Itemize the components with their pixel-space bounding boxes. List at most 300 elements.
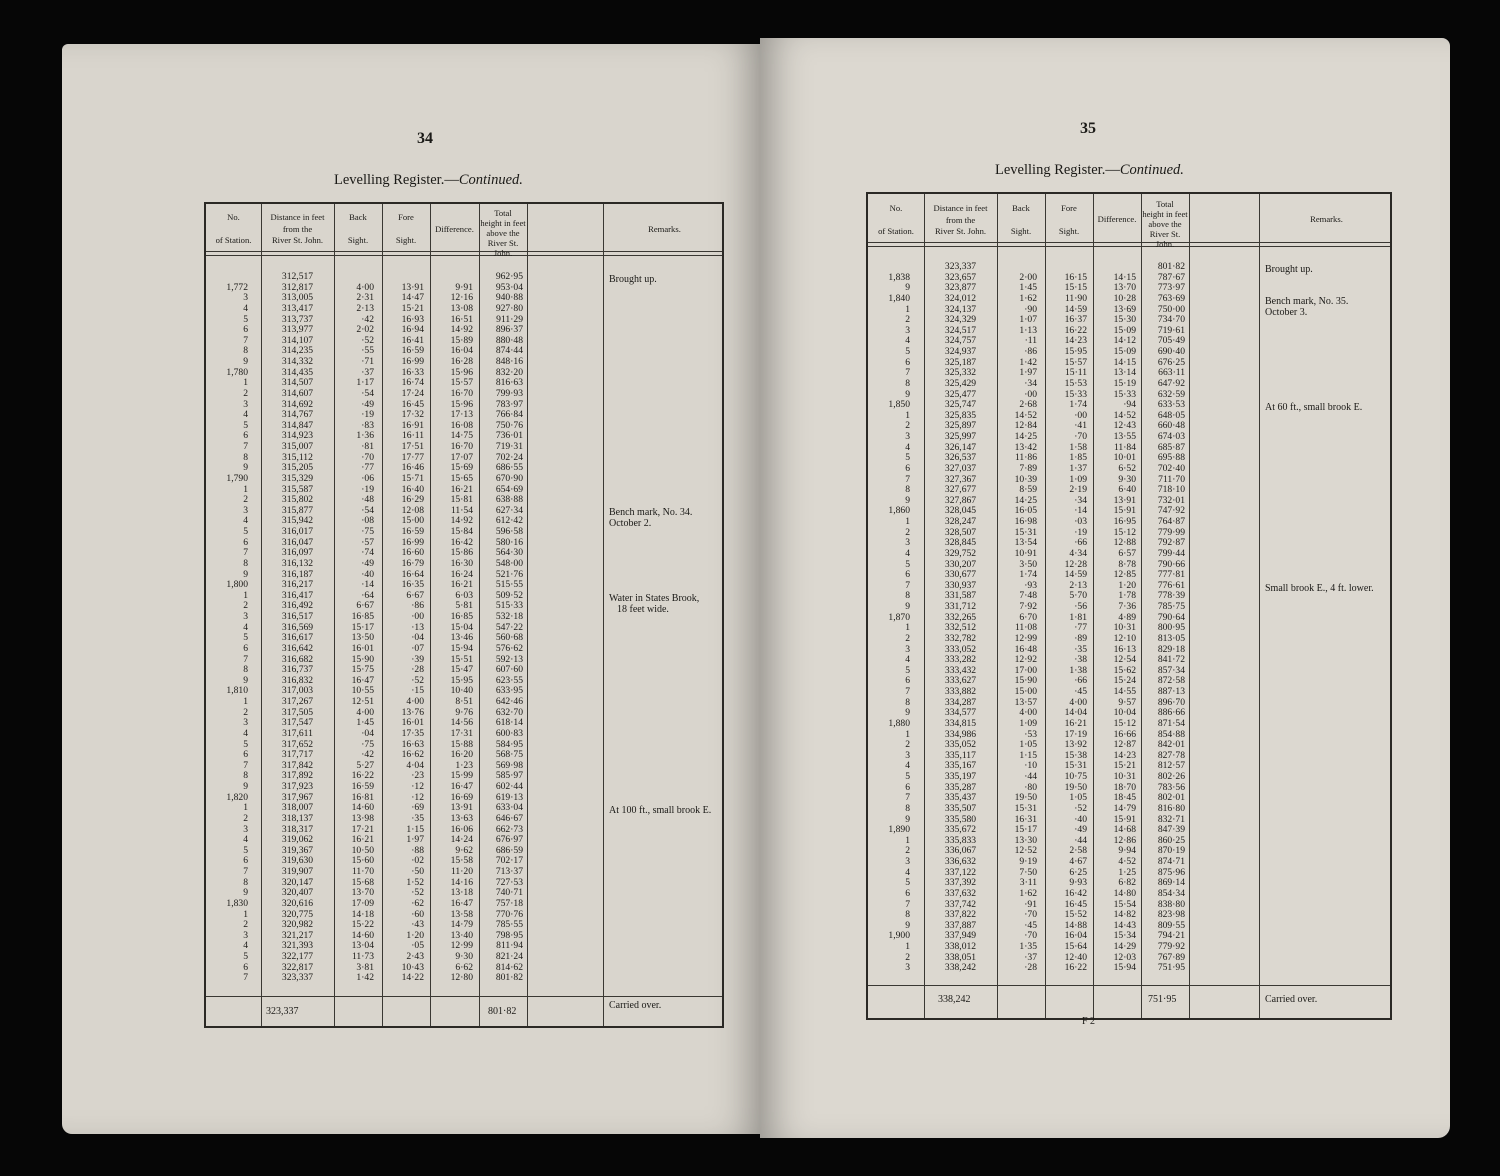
cell-difference: 15·69 [450,462,473,474]
cell-total: 560·68 [495,632,523,644]
cell-difference: 1·78 [1118,590,1136,602]
cell-total: 670·90 [495,472,523,484]
cell-distance: 322,177 [281,951,314,962]
cell-difference: 17·31 [450,727,473,739]
header-difference: Difference. [1097,214,1137,224]
cell-distance: 335,672 [944,824,977,836]
cell-distance: 330,677 [944,569,977,581]
cell-total: 841·72 [1157,654,1185,666]
cell-back: ·45 [1024,919,1037,931]
cell-total: 602·44 [495,781,523,792]
cell-distance: 316,737 [281,664,314,676]
back-sight-column [334,272,374,984]
cell-back: 13·70 [351,887,374,899]
cell-distance: 334,986 [944,728,977,740]
cell-distance: 312,817 [281,281,314,293]
cell-station: 3 [905,856,910,867]
cell-distance: 331,587 [944,590,977,602]
cell-total: 676·25 [1157,356,1185,368]
cell-total: 763·69 [1157,292,1185,304]
cell-station: 9 [905,282,910,294]
cell-back: 1·15 [1019,749,1037,761]
cell-station: 5 [243,526,248,537]
cell-fore: ·70 [1074,431,1087,442]
cell-back: ·52 [361,334,374,346]
cell-back: 16·98 [1014,516,1037,527]
cell-fore: ·34 [1074,494,1087,506]
cell-back: 1·05 [1019,739,1037,751]
cell-distance: 315,877 [281,504,314,516]
header-total-height: Total height in feet above the River St. John. [1142,199,1188,249]
cell-station: 6 [243,430,248,442]
cell-difference: 15·94 [450,642,473,654]
cell-total: 592·13 [495,653,523,665]
cell-difference: 14·80 [1113,887,1136,899]
cell-total: 702·17 [495,855,523,867]
cell-fore: ·52 [411,887,424,899]
cell-distance: 323,877 [944,282,977,294]
cell-station: 6 [905,462,910,474]
cell-total: 870·19 [1157,845,1185,857]
cell-distance: 314,332 [281,356,314,367]
cell-station: 7 [905,473,910,485]
cell-station: 7 [243,334,248,346]
cell-fore: 15·33 [1064,388,1087,400]
cell-back: ·37 [1024,951,1037,963]
cell-back: ·10 [1024,760,1037,772]
cell-difference: 14·55 [1113,686,1136,697]
cell-total: 799·93 [495,387,523,399]
cell-total: 785·55 [495,919,523,931]
cell-difference: 13·46 [450,632,473,644]
cell-fore: 6·25 [1069,866,1087,878]
cell-total: 766·84 [495,409,523,421]
cell-station: 1,890 [888,824,910,836]
cell-fore: 15·71 [401,472,424,484]
cell-station: 6 [905,887,910,899]
cell-distance: 324,517 [944,324,977,336]
cell-fore: ·28 [411,664,424,676]
cell-fore: 16·46 [401,462,424,474]
cell-station: 9 [243,674,248,686]
cell-station: 8 [905,802,910,814]
header-station: No. of Station. [215,212,252,245]
cell-fore: 16·41 [401,334,424,346]
cell-station: 1 [243,802,248,814]
footer-remark: Carried over. [1265,994,1318,1005]
cell-distance: 337,742 [944,898,977,910]
cell-fore: 15·52 [1064,909,1087,921]
cell-fore: 16·04 [1064,930,1087,942]
cell-difference: 13·69 [1113,303,1136,315]
cell-station: 3 [243,929,248,941]
cell-difference: 13·91 [450,802,473,814]
cell-back: 11·08 [1014,622,1037,634]
cell-distance: 333,882 [944,686,977,697]
cell-fore: ·60 [411,908,424,920]
cell-fore: 4·04 [406,759,424,771]
cell-difference: 11·20 [450,866,473,877]
cell-station: 1,838 [888,271,910,283]
cell-difference: 16·21 [450,483,473,495]
cell-fore: ·43 [411,919,424,931]
cell-distance: 314,435 [281,366,314,378]
cell-station: 9 [905,388,910,400]
cell-back: ·75 [361,526,374,537]
cell-distance: 324,137 [944,303,977,315]
cell-distance: 314,235 [281,345,314,357]
cell-total: 790·66 [1157,558,1185,570]
cell-back: 10·50 [351,844,374,856]
cell-difference: 14·79 [450,919,473,931]
cell-distance: 314,692 [281,398,314,410]
cell-difference: 16·30 [450,557,473,569]
cell-difference: 13·18 [450,887,473,899]
cell-station: 8 [905,909,910,921]
cell-difference: 13·08 [450,302,473,314]
cell-fore: 16·91 [401,419,424,431]
cell-total: 654·69 [495,483,523,495]
cell-distance: 330,207 [944,558,977,570]
cell-distance: 316,617 [281,632,314,644]
cell-distance: 323,657 [944,271,977,283]
cell-distance: 335,437 [944,792,977,804]
cell-distance: 315,112 [282,451,313,463]
cell-fore: 1·58 [1069,441,1087,453]
cell-fore: ·05 [411,940,424,952]
cell-difference: 13·14 [1113,367,1136,379]
cell-station: 1,870 [888,611,910,623]
cell-difference: 10·28 [1113,292,1136,304]
cell-difference: 11·84 [1113,441,1136,453]
cell-station: 9 [243,781,248,792]
cell-total: 713·37 [495,866,523,877]
cell-total: 896·37 [495,324,523,336]
cell-back: ·28 [1024,962,1037,974]
cell-total: 568·75 [495,749,523,761]
cell-total: 764·87 [1157,516,1185,527]
cell-fore: ·66 [1074,537,1087,549]
cell-total: 702·40 [1157,462,1185,474]
cell-total: 676·97 [495,834,523,846]
cell-back: ·04 [361,727,374,739]
cell-station: 3 [905,643,910,655]
cell-fore: ·69 [411,802,424,814]
cell-fore: 1·20 [406,929,424,941]
cell-distance: 316,017 [281,526,314,537]
cell-back: 5·27 [356,759,374,771]
cell-station: 8 [243,557,248,569]
cell-back: 11·70 [351,866,374,877]
cell-total: 584·95 [495,738,523,750]
cell-fore: ·12 [411,791,424,803]
page-title: Levelling Register.—Continued. [995,162,1184,178]
cell-distance: 325,477 [944,388,977,400]
cell-back: 2·68 [1019,399,1037,411]
cell-distance: 316,217 [281,579,314,591]
cell-difference: 12·16 [450,292,473,304]
cell-back: ·49 [361,398,374,410]
cell-fore: ·13 [411,621,424,633]
cell-distance: 326,147 [944,441,977,453]
cell-distance: 312,517 [281,271,314,282]
cell-difference: 4·89 [1118,611,1136,623]
cell-distance: 328,845 [944,537,977,549]
cell-fore: 16·22 [1064,962,1087,974]
cell-difference: 12·99 [450,940,473,952]
cell-distance: 319,062 [281,834,314,846]
cell-difference: 15·91 [1113,505,1136,517]
cell-distance: 323,337 [944,261,977,272]
cell-difference: 8·78 [1118,558,1136,570]
cell-total: 638·88 [495,494,523,506]
cell-distance: 315,802 [281,494,314,506]
cell-difference: 12·10 [1113,632,1136,644]
cell-station: 2 [905,314,910,326]
cell-distance: 317,967 [281,791,314,803]
cell-back: ·93 [1024,579,1037,591]
remark-small-brook: At 100 ft., small brook E. [609,805,712,816]
cell-back: ·90 [1024,303,1037,315]
cell-back: 10·39 [1014,473,1037,485]
cell-station: 1 [905,409,910,421]
cell-distance: 314,107 [281,334,314,346]
cell-station: 2 [243,387,248,399]
remark-bench-mark-date: October 3. [1265,307,1308,318]
cell-back: 2·31 [356,292,374,304]
cell-difference: 1·25 [1118,866,1136,878]
cell-station: 2 [905,951,910,963]
cell-fore: ·03 [1074,516,1087,527]
cell-station: 5 [243,313,248,325]
page-title: Levelling Register.—Continued. [334,172,523,188]
cell-distance: 316,642 [281,642,314,654]
cell-fore: 1·52 [406,876,424,888]
cell-back: 12·92 [1014,654,1037,666]
cell-fore: 16·94 [401,324,424,336]
cell-difference: 10·31 [1113,622,1136,634]
cell-back: 14·25 [1014,431,1037,442]
cell-back: 2·00 [1019,271,1037,283]
cell-total: 827·78 [1157,749,1185,761]
cell-station: 1,860 [888,505,910,517]
cell-fore: ·88 [411,844,424,856]
cell-difference: 1·20 [1118,579,1136,591]
cell-difference: 15·12 [1113,526,1136,538]
cell-fore: 15·11 [1064,367,1087,379]
cell-station: 5 [905,346,910,357]
cell-difference: 12·54 [1113,654,1136,666]
cell-distance: 325,332 [944,367,977,379]
cell-station: 3 [905,962,910,974]
cell-difference: 14·82 [1113,909,1136,921]
cell-difference: 15·51 [450,653,473,665]
cell-station: 8 [905,696,910,708]
cell-difference: 16·51 [450,313,473,325]
cell-back: 15·00 [1014,686,1037,697]
cell-distance: 314,507 [281,377,314,389]
cell-fore: 14·47 [401,292,424,304]
cell-total: 633·04 [495,802,523,814]
cell-station: 1,820 [226,791,248,803]
cell-fore: 1·81 [1069,611,1087,623]
cell-fore: 15·00 [401,515,424,527]
cell-back: 1·97 [1019,367,1037,379]
cell-fore: 16·01 [401,717,424,729]
cell-fore: 16·37 [1064,314,1087,326]
cell-distance: 316,187 [281,568,314,580]
cell-total: 719·61 [1157,324,1185,336]
cell-distance: 317,267 [281,696,314,707]
cell-fore: ·50 [411,866,424,877]
cell-station: 2 [243,812,248,824]
cell-difference: 14·75 [450,430,473,442]
cell-difference: 14·92 [450,515,473,527]
cell-distance: 317,923 [281,781,314,792]
cell-back: 16·05 [1014,505,1037,517]
cell-station: 5 [905,664,910,676]
cell-back: 15·31 [1014,802,1037,814]
cell-total: 800·95 [1157,622,1185,634]
cell-station: 2 [905,739,910,751]
remark-small-brook: At 60 ft., small brook E. [1265,402,1363,413]
cell-back: 1·62 [1019,292,1037,304]
cell-fore: 4·34 [1069,547,1087,559]
cell-fore: 16·74 [401,377,424,389]
cell-fore: 16·40 [401,483,424,495]
remark-brought-up: Brought up. [1265,264,1313,275]
cell-difference: 9·57 [1118,696,1136,708]
cell-station: 7 [905,686,910,697]
cell-back: 1·07 [1019,314,1037,326]
cell-total: 740·71 [495,887,523,899]
cell-station: 6 [243,961,248,973]
cell-difference: 16·06 [450,823,473,835]
cell-back: 17·09 [351,897,374,909]
cell-distance: 317,003 [281,685,314,697]
cell-station: 1 [905,622,910,634]
cell-difference: 18·70 [1113,781,1136,793]
cell-distance: 316,047 [281,536,314,548]
cell-station: 1 [905,303,910,315]
cell-back: 16·81 [351,791,374,803]
cell-back: ·19 [361,483,374,495]
cell-fore: 11·90 [1064,292,1087,304]
cell-back: ·14 [361,579,374,591]
cell-difference: 14·12 [1113,335,1136,347]
cell-difference: 14·92 [450,324,473,336]
cell-total: 623·55 [495,674,523,686]
fore-sight-column [382,272,424,984]
cell-fore: 16·45 [1064,898,1087,910]
cell-fore: 13·76 [401,706,424,718]
cell-back: 6·70 [1019,611,1037,623]
cell-station: 8 [905,590,910,602]
cell-back: 11·73 [351,951,374,962]
cell-difference: 9·94 [1118,845,1136,857]
remark-bench-mark-date: October 2. [609,518,652,529]
cell-distance: 338,051 [944,951,977,963]
cell-back: 14·60 [351,929,374,941]
cell-back: 15·90 [351,653,374,665]
cell-distance: 315,329 [281,472,314,484]
cell-difference: 16·47 [450,781,473,792]
cell-total: 896·70 [1157,696,1185,708]
cell-station: 1,900 [888,930,910,942]
cell-station: 3 [905,324,910,336]
cell-total: 569·98 [495,759,523,771]
cell-fore: 16·62 [401,749,424,761]
cell-total: 705·49 [1157,335,1185,347]
cell-fore: 16·63 [401,738,424,750]
cell-back: 3·11 [1019,877,1037,889]
cell-distance: 333,432 [944,664,977,676]
cell-back: ·42 [361,749,374,761]
cell-total: 662·73 [495,823,523,835]
cell-fore: ·89 [1074,632,1087,644]
cell-difference: 15·04 [450,621,473,633]
cell-station: 1,880 [888,717,910,729]
cell-station: 6 [905,356,910,368]
cell-back: ·57 [361,536,374,548]
cell-back: ·70 [1024,909,1037,921]
cell-fore: 14·04 [1064,707,1087,719]
header-total-height: Total height in feet above the River St. John. [480,208,526,258]
cell-total: 911·29 [496,313,523,325]
cell-station: 8 [243,664,248,676]
cell-total: 869·14 [1157,877,1185,889]
cell-distance: 323,337 [281,972,314,984]
cell-total: 663·11 [1158,367,1185,379]
cell-back: ·64 [361,589,374,601]
cell-station: 2 [905,632,910,644]
cell-total: 515·33 [495,600,523,612]
cell-fore: 14·88 [1064,919,1087,931]
cell-fore: ·40 [1074,813,1087,825]
cell-station: 3 [905,537,910,549]
distance-column [261,272,334,984]
cell-station: 8 [243,345,248,357]
cell-fore: 9·93 [1069,877,1087,889]
cell-total: 880·48 [495,334,523,346]
remark-brought-up: Brought up. [609,274,657,285]
cell-difference: 15·99 [450,770,473,782]
cell-station: 4 [243,834,248,846]
cell-station: 1,840 [888,292,910,304]
cell-difference: 15·88 [450,738,473,750]
cell-fore: 1·74 [1069,399,1087,411]
cell-fore: 14·22 [401,972,424,984]
cell-distance: 335,507 [944,802,977,814]
cell-fore: 15·21 [401,302,424,314]
cell-difference: 13·55 [1113,431,1136,442]
cell-back: 10·91 [1014,547,1037,559]
cell-station: 1 [243,483,248,495]
cell-total: 842·01 [1157,739,1185,751]
cell-station: 1,850 [888,399,910,411]
cell-distance: 327,367 [944,473,977,485]
cell-back: 13·30 [1014,834,1037,846]
cell-total: 647·92 [1157,377,1185,389]
cell-station: 6 [243,642,248,654]
cell-fore: 16·45 [401,398,424,410]
cell-fore: 10·43 [401,961,424,973]
footer-distance: 338,242 [938,994,971,1005]
cell-difference: 15·19 [1113,377,1136,389]
cell-total: 548·00 [495,557,523,569]
header-remarks: Remarks. [1310,214,1343,224]
cell-back: 12·52 [1014,845,1037,857]
